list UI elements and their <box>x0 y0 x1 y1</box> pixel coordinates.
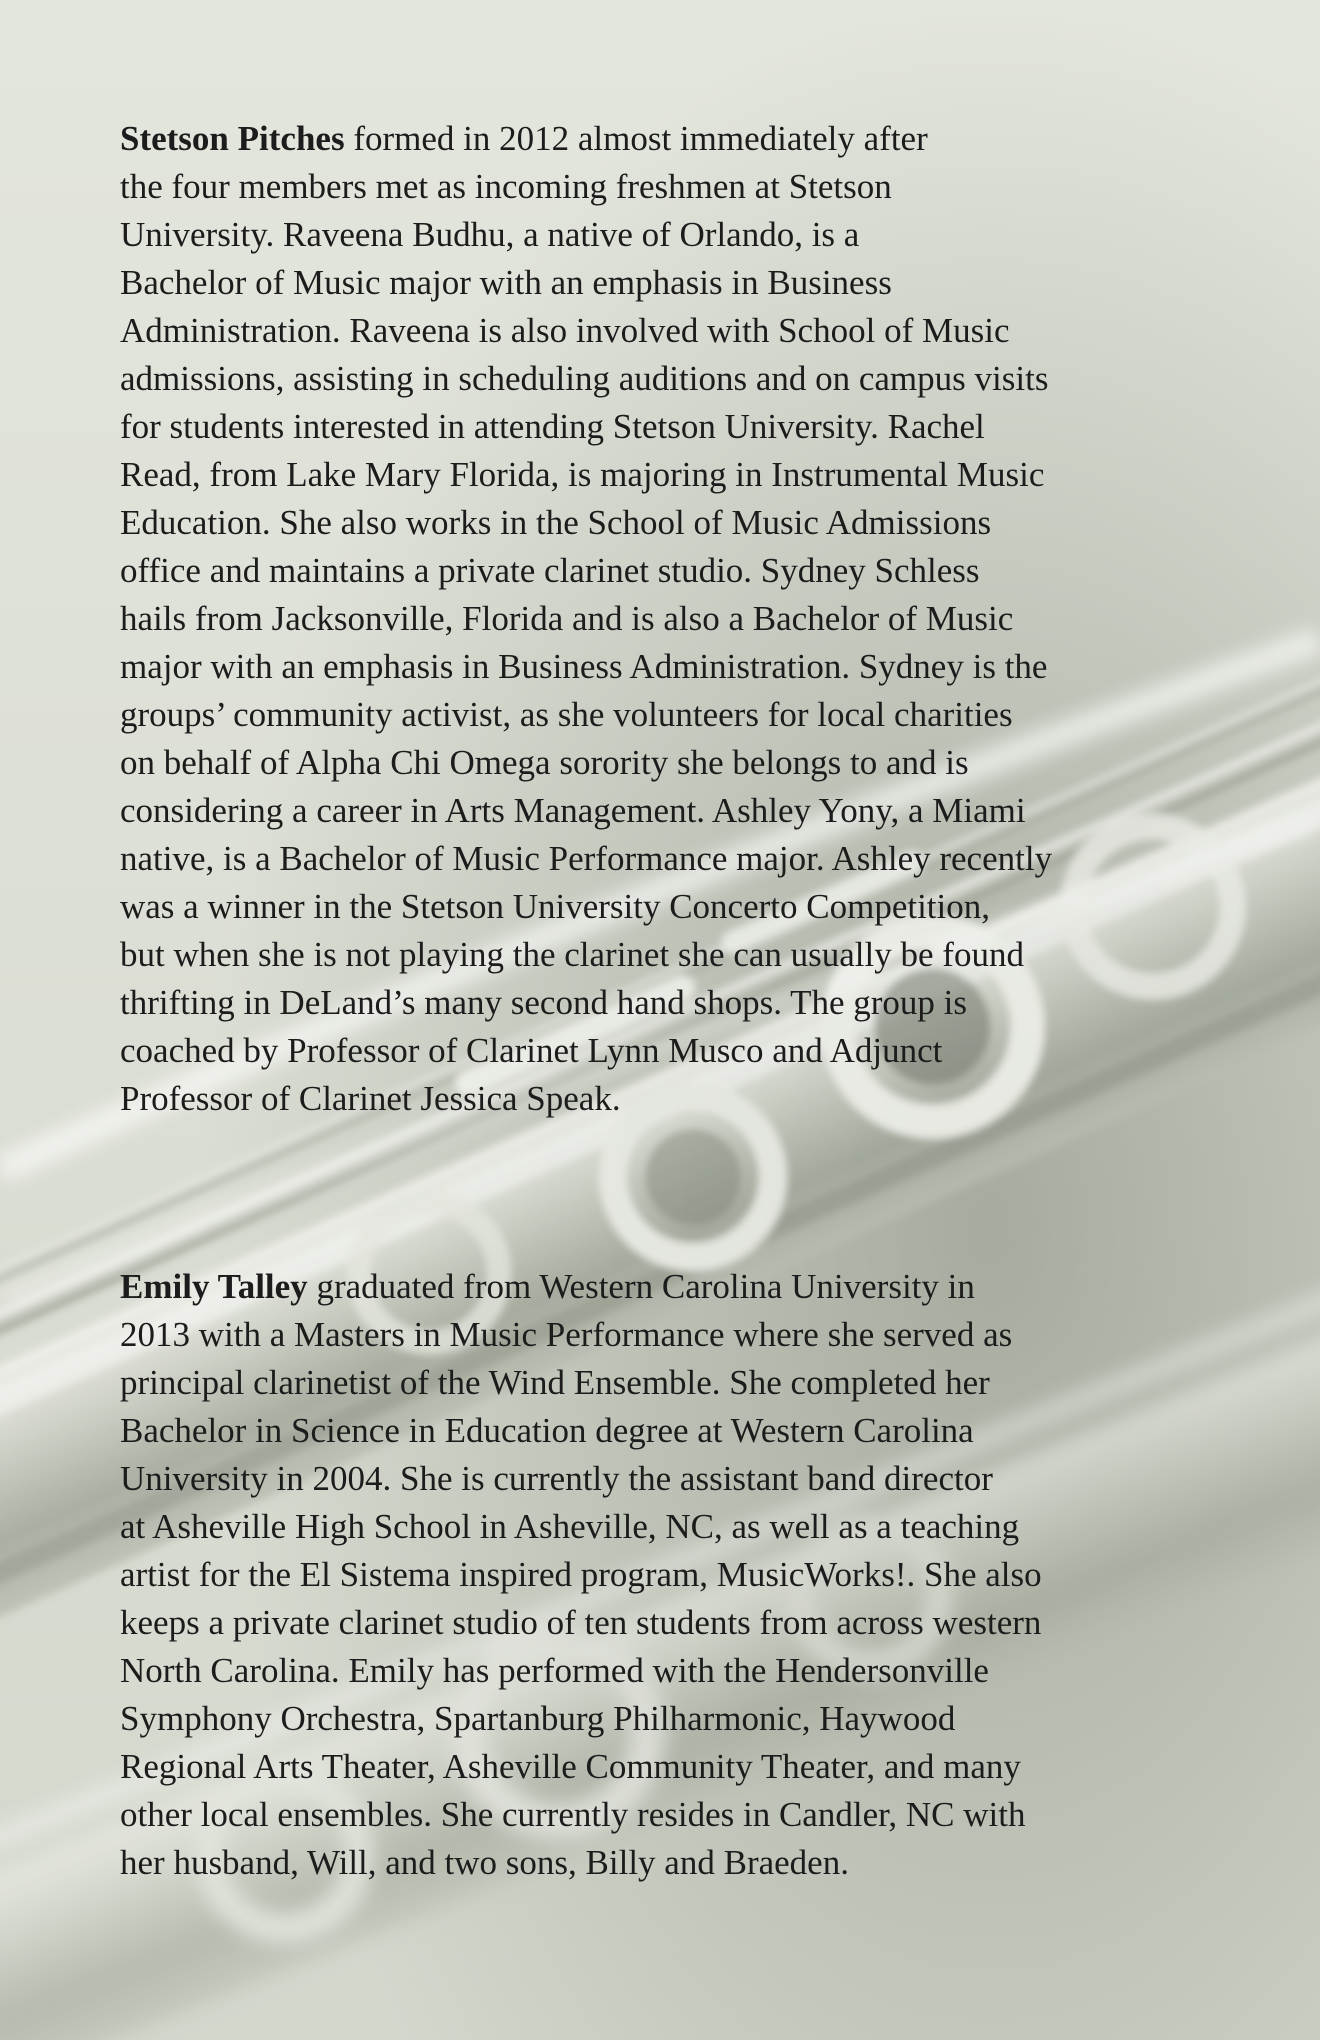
bio-line: on behalf of Alpha Chi Omega sorority she belongs to and is <box>120 743 969 782</box>
bio-line: University in 2004. She is currently the assistant band director <box>120 1459 993 1498</box>
bio-line: groups’ community activist, as she volunteers for local charities <box>120 695 1013 734</box>
bio-line: the four members met as incoming freshmen at Stetson <box>120 167 892 206</box>
bio-line: Education. She also works in the School of Music Admissions <box>120 503 992 542</box>
bio-line: Regional Arts Theater, Asheville Community Theater, and many <box>120 1747 1021 1786</box>
bio-line: at Asheville High School in Asheville, NC, as well as a teaching <box>120 1507 1020 1546</box>
bio-stetson-pitches <box>120 115 1200 1123</box>
bio-line: admissions, assisting in scheduling auditions and on campus visits <box>120 359 1049 398</box>
bio-name: Emily Talley <box>120 1267 308 1306</box>
bio-line: Professor of Clarinet Jessica Speak. <box>120 1079 621 1118</box>
bio-name: Stetson Pitches <box>120 119 345 158</box>
bio-line: her husband, Will, and two sons, Billy and Braeden. <box>120 1843 849 1882</box>
bio-line: for students interested in attending Stetson University. Rachel <box>120 407 985 446</box>
bio-line: considering a career in Arts Management. Ashley Yony, a Miami <box>120 791 1026 830</box>
bio-line: Bachelor in Science in Education degree at Western Carolina <box>120 1411 974 1450</box>
bio-line: but when she is not playing the clarinet she can usually be found <box>120 935 1024 974</box>
bio-line: Read, from Lake Mary Florida, is majoring in Instrumental Music <box>120 455 1045 494</box>
bio-line: artist for the El Sistema inspired program, MusicWorks!. She also <box>120 1555 1042 1594</box>
bio-line: Bachelor of Music major with an emphasis in Business <box>120 263 892 302</box>
bio-emily-talley <box>120 1263 1200 1887</box>
bio-line: 2013 with a Masters in Music Performance where she served as <box>120 1315 1013 1354</box>
bio-line: coached by Professor of Clarinet Lynn Musco and Adjunct <box>120 1031 943 1070</box>
bio-line: thrifting in DeLand’s many second hand shops. The group is <box>120 983 968 1022</box>
bio-line: Symphony Orchestra, Spartanburg Philharmonic, Haywood <box>120 1699 956 1738</box>
bio-line: keeps a private clarinet studio of ten students from across western <box>120 1603 1042 1642</box>
bio-line: was a winner in the Stetson University Concerto Competition, <box>120 887 991 926</box>
bio-line: Administration. Raveena is also involved with School of Music <box>120 311 1010 350</box>
bio-line: native, is a Bachelor of Music Performance major. Ashley recently <box>120 839 1053 878</box>
bio-line: other local ensembles. She currently resides in Candler, NC with <box>120 1795 1026 1834</box>
bio-line: University. Raveena Budhu, a native of Orlando, is a <box>120 215 860 254</box>
bio-line: Emily Talley graduated from Western Carolina University in <box>120 1267 975 1306</box>
bio-line: office and maintains a private clarinet studio. Sydney Schless <box>120 551 980 590</box>
bio-line: hails from Jacksonville, Florida and is also a Bachelor of Music <box>120 599 1014 638</box>
bio-line: North Carolina. Emily has performed with the Hendersonville <box>120 1651 989 1690</box>
bio-line: principal clarinetist of the Wind Ensemble. She completed her <box>120 1363 990 1402</box>
bio-line: major with an emphasis in Business Administration. Sydney is the <box>120 647 1048 686</box>
bio-line: Stetson Pitches formed in 2012 almost immediately after <box>120 119 928 158</box>
